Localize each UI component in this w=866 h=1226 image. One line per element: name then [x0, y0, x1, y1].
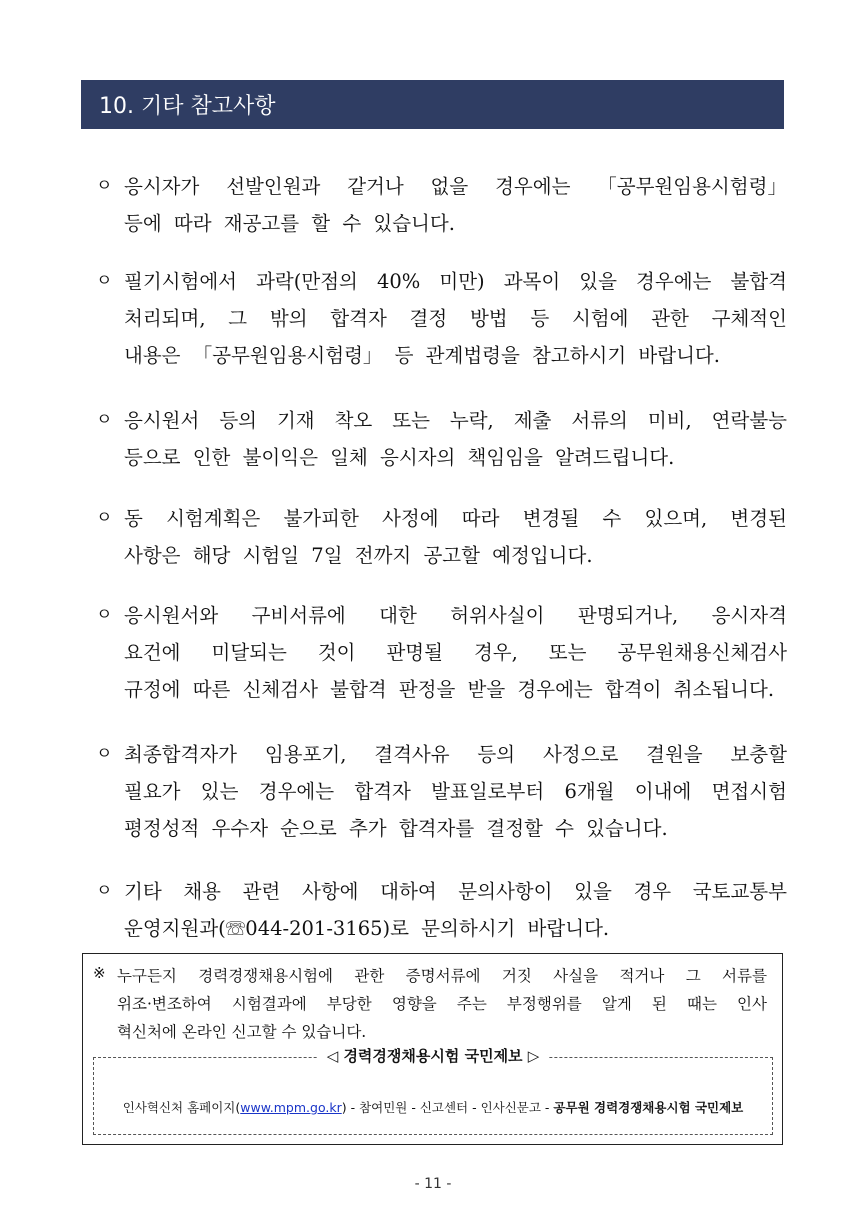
list-item: [96, 597, 796, 708]
word: 시험에: [571, 307, 629, 330]
item-text: [124, 500, 796, 574]
word: 동: [124, 507, 143, 530]
word: 구체적인: [711, 307, 787, 330]
section-header: [81, 80, 784, 129]
text-line: [124, 597, 787, 634]
word: 사항에: [301, 880, 359, 903]
word: 서류의: [571, 409, 628, 432]
list-item: [96, 500, 796, 574]
text-line: 등으로 인한 불이익은 일체 응시자의 책임임을 알려드립니다.: [124, 446, 675, 469]
word: 과목이: [503, 270, 561, 293]
word: 허위사실이: [450, 604, 545, 627]
bullet-icon: ㅇ: [96, 410, 113, 430]
word: 합격자: [330, 307, 387, 330]
word: 따라: [461, 507, 500, 530]
word: 불합격: [730, 270, 787, 293]
item-text: [124, 873, 796, 947]
bullet-icon: ㅇ: [96, 176, 113, 196]
bullet-icon: ㅇ: [96, 744, 113, 764]
list-item: [96, 402, 796, 476]
word: 부정행위를: [506, 995, 582, 1013]
word: 응시자격: [711, 604, 787, 627]
word: 적거나: [619, 967, 665, 985]
text-line: 평정성적 우수자 순으로 추가 합격자를 결정할 수 있습니다.: [124, 817, 668, 840]
word: 발표일로부터: [431, 780, 545, 803]
word: 등의: [477, 743, 516, 766]
word: 임용포기,: [264, 743, 347, 766]
word: 합격자: [354, 780, 411, 803]
text-line: [124, 263, 787, 300]
word: 누구든지: [117, 967, 177, 985]
word: 국토교통부: [692, 880, 787, 903]
word: 거짓: [501, 967, 532, 985]
word: 미만): [439, 270, 485, 293]
word: 문의사항이: [458, 880, 553, 903]
word: 그: [685, 967, 701, 985]
word: 미달되는: [211, 641, 287, 664]
item-text: [124, 168, 796, 242]
text-line: 내용은 「공무원임용시험령」 등 관계법령을 참고하시기 바랍니다.: [124, 344, 720, 367]
word: 그: [228, 307, 248, 330]
word: 변경된: [730, 507, 787, 530]
list-item: [96, 263, 796, 374]
list-item: [96, 873, 796, 947]
word: 서류를: [722, 967, 767, 985]
list-item: [96, 736, 796, 847]
item-text: [124, 402, 796, 476]
word: 사정에: [382, 507, 439, 530]
word: 필요가: [124, 780, 181, 803]
text-line: [124, 773, 787, 810]
report-box: [93, 1047, 773, 1135]
word: 관련: [242, 880, 281, 903]
report-notice-box: [82, 953, 783, 1145]
word: 경우에는: [258, 780, 335, 803]
word: 필기시험에서: [124, 270, 238, 293]
report-path: [94, 1098, 772, 1116]
word: 경우,: [473, 641, 518, 664]
word: 채용: [183, 880, 222, 903]
text-line: [124, 402, 787, 439]
word: 경우에는: [495, 175, 571, 198]
word: 결정: [409, 307, 448, 330]
text-line: [124, 736, 787, 773]
text-line: [124, 300, 787, 337]
word: 경력경쟁채용시험에: [198, 967, 334, 985]
word: 등: [530, 307, 550, 330]
word: 또는: [548, 641, 587, 664]
path-middle: ) - 참여민원 - 신고센터 - 인사신문고 -: [341, 1100, 554, 1115]
text-line: 운영지원과(☏044-201-3165)로 문의하시기 바랍니다.: [124, 917, 610, 940]
word: 응시자가: [124, 175, 200, 198]
notice-line: [117, 962, 767, 990]
word: 것이: [317, 641, 356, 664]
word: 같거나: [347, 175, 404, 198]
word: 기타: [124, 880, 162, 903]
word: 인사: [737, 995, 767, 1013]
word: 결격사유: [374, 743, 450, 766]
word: 때는: [687, 995, 717, 1013]
word: 구비서류에: [251, 604, 346, 627]
item-text: [124, 597, 796, 708]
word: 사실을: [553, 967, 599, 985]
report-title: ◁ 경력경쟁채용시험 국민제보 ▷: [317, 1047, 550, 1065]
notice-line: [117, 990, 767, 1018]
word: 밖의: [269, 307, 308, 330]
path-destination: 공무원 경력경쟁채용시험 국민제보: [553, 1100, 744, 1115]
word: 시험결과에: [231, 995, 307, 1013]
word: 판명되거나,: [577, 604, 679, 627]
word: 부당한: [326, 995, 372, 1013]
text-line: [124, 634, 787, 671]
notice-text: [117, 962, 767, 1046]
word: 있으며,: [644, 507, 708, 530]
word: 착오: [334, 409, 373, 432]
word: 변경될: [522, 507, 580, 530]
reference-mark-icon: ※: [93, 964, 106, 982]
word: 시험계획은: [166, 507, 261, 530]
word: 기재: [276, 409, 315, 432]
word: 있을: [574, 880, 612, 903]
page-number: - 11 -: [414, 1176, 452, 1192]
item-text: [124, 263, 796, 374]
word: 주는: [456, 995, 487, 1013]
word: 면접시험: [711, 780, 787, 803]
word: 된: [651, 995, 667, 1013]
word: 있을: [579, 270, 617, 293]
word: 있는: [200, 780, 239, 803]
text-line: 사항은 해당 시험일 7일 전까지 공고할 예정입니다.: [124, 544, 593, 567]
word: 누락,: [449, 409, 494, 432]
word: 불가피한: [283, 507, 359, 530]
word: 사정으로: [542, 743, 619, 766]
word: 없을: [430, 175, 469, 198]
bullet-icon: ㅇ: [96, 271, 113, 291]
text-line: [124, 168, 787, 205]
word: 수: [602, 507, 622, 530]
word: 또는: [392, 409, 430, 432]
word: 제출: [513, 409, 552, 432]
word: 영향을: [391, 995, 437, 1013]
word: 증명서류에: [405, 967, 481, 985]
word: 위조·변조하여: [117, 995, 212, 1013]
word: 관한: [354, 967, 385, 985]
word: 「공무원임용시험령」: [597, 175, 787, 198]
word: 최종합격자가: [124, 743, 238, 766]
word: 대하여: [380, 880, 437, 903]
notice-line: 혁신처에 온라인 신고할 수 있습니다.: [117, 1023, 367, 1041]
word: 관한: [651, 307, 689, 330]
word: 응시원서와: [124, 604, 219, 627]
word: 대한: [379, 604, 417, 627]
word: 6개월: [564, 780, 615, 803]
word: 40%: [376, 270, 421, 293]
bullet-icon: ㅇ: [96, 508, 113, 528]
word: 과락(만점의: [256, 270, 358, 293]
word: 이내에: [634, 780, 692, 803]
path-prefix: 인사혁신처 홈페이지(: [122, 1100, 241, 1115]
text-line: 등에 따라 재공고를 할 수 있습니다.: [124, 212, 455, 235]
word: 연락불능: [711, 409, 787, 432]
list-item: [96, 168, 796, 242]
word: 방법: [469, 307, 508, 330]
text-line: 규정에 따른 신체검사 불합격 판정을 받을 경우에는 합격이 취소됩니다.: [124, 678, 775, 701]
bullet-icon: ㅇ: [96, 605, 113, 625]
section-title: 10. 기타 참고사항: [99, 94, 276, 119]
item-text: [124, 736, 796, 847]
word: 응시원서: [124, 409, 200, 432]
word: 판명될: [386, 641, 443, 664]
word: 경우에는: [636, 270, 712, 293]
word: 선발인원과: [226, 175, 321, 198]
word: 결원을: [646, 743, 703, 766]
mpm-website-link[interactable]: www.mpm.go.kr: [240, 1100, 342, 1115]
report-title-wrap: [94, 1045, 772, 1066]
word: 보충할: [730, 743, 787, 766]
word: 공무원채용신체검사: [617, 641, 787, 664]
word: 등의: [219, 409, 257, 432]
word: 경우: [633, 880, 672, 903]
word: 알게: [601, 995, 632, 1013]
bullet-icon: ㅇ: [96, 881, 113, 901]
text-line: [124, 500, 787, 537]
word: 요건에: [124, 641, 181, 664]
word: 미비,: [647, 409, 692, 432]
text-line: [124, 873, 787, 910]
word: 처리되며,: [124, 307, 206, 330]
